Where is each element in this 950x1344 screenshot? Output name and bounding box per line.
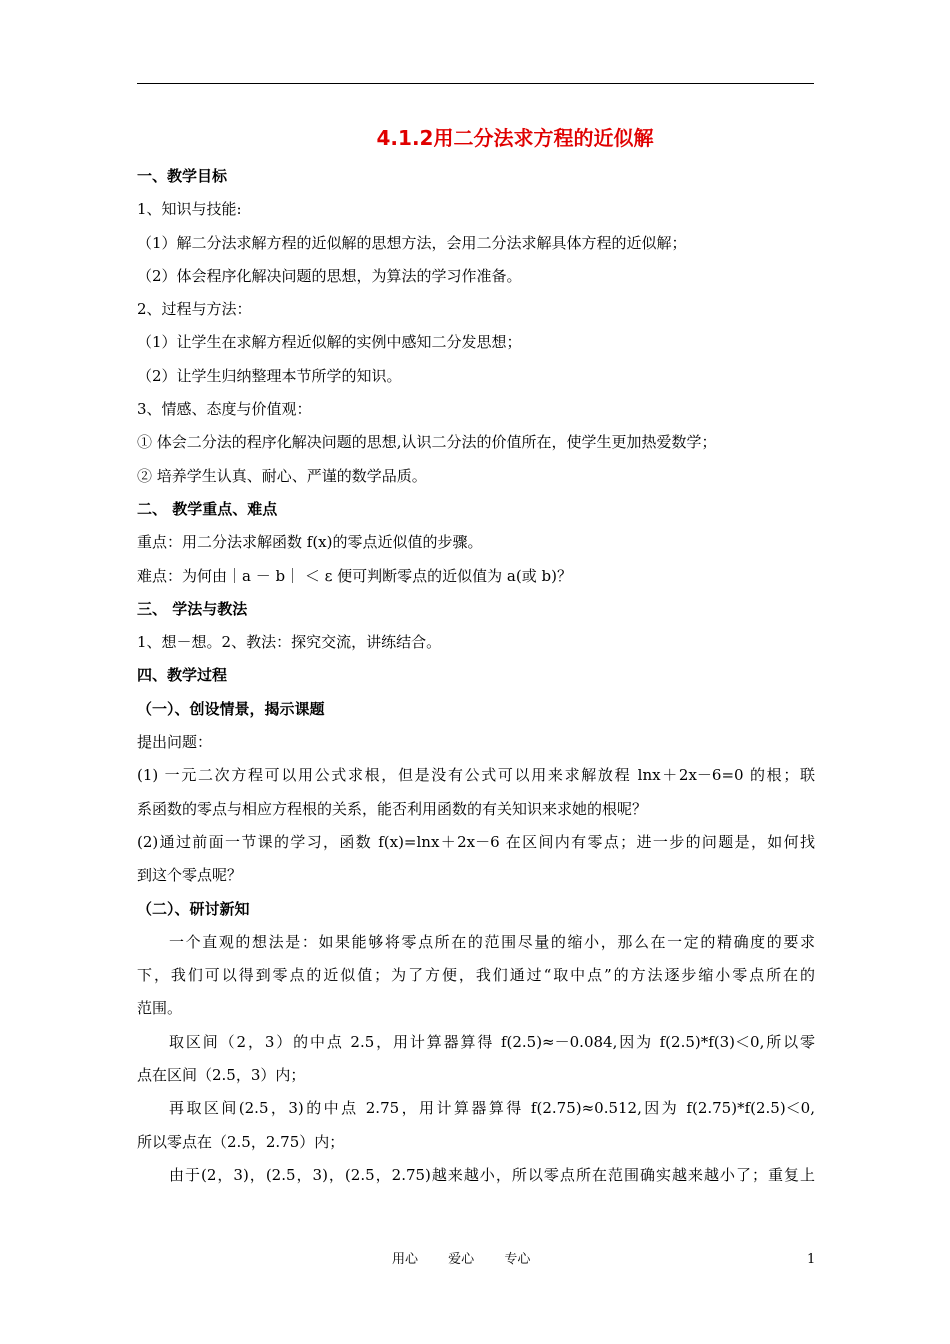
paragraph-line: 到这个零点呢？	[137, 866, 243, 885]
paragraph-line: 范围。	[137, 999, 183, 1018]
paragraph-line: （2）让学生归纳整理本节所学的知识。	[137, 366, 402, 385]
header-rule	[137, 83, 814, 84]
paragraph-line: ① 体会二分法的程序化解决问题的思想,认识二分法的价值所在，使学生更加热爱数学；	[137, 433, 717, 452]
page-footer	[0, 1250, 950, 1270]
section-heading: 四、教学过程	[137, 666, 228, 685]
page-title: 4.1.2用二分法求方程的近似解	[376, 126, 654, 150]
paragraph-line: 系函数的零点与相应方程根的关系，能否利用函数的有关知识来求她的根呢？	[137, 799, 648, 818]
paragraph-line: （1）解二分法求解方程的近似解的思想方法，会用二分法求解具体方程的近似解；	[137, 233, 687, 252]
paragraph-line: 1、想－想。2、教法：探究交流，讲练结合。	[137, 633, 442, 652]
footer-word: 用心	[392, 1252, 419, 1267]
paragraph-line: 1、知识与技能:	[137, 200, 242, 219]
paragraph-line: 由于(2，3)，(2.5，3)，(2.5，2.75)越来越小，所以零点所在范围确实越来越小了；重复上	[169, 1165, 815, 1184]
paragraph-line: 再取区间(2.5，3)的中点 2.75，用计算器算得 f(2.75)≈0.512,因为 f(2.75)*f(2.5)＜0,	[169, 1099, 815, 1118]
paragraph-line: ② 培养学生认真、耐心、严谨的数学品质。	[137, 466, 427, 485]
paragraph-line: (1) 一元二次方程可以用公式求根，但是没有公式可以用来求解放程 lnx＋2x－6=0 的根；联	[137, 766, 815, 785]
paragraph-line: 点在区间（2.5，3）内；	[137, 1066, 306, 1085]
paragraph-line: 重点：用二分法求解函数 f(x)的零点近似值的步骤。	[137, 533, 483, 552]
paragraph-line: 难点：为何由｜a － b｜ ＜ ε 便可判断零点的近似值为 a(或 b)？	[137, 566, 572, 585]
paragraph-line: 一个直观的想法是：如果能够将零点所在的范围尽量的缩小，那么在一定的精确度的要求	[169, 932, 815, 951]
paragraph-line: 所以零点在（2.5，2.75）内；	[137, 1132, 345, 1151]
page-number: 1	[807, 1252, 816, 1267]
section-heading: 一、教学目标	[137, 167, 228, 185]
paragraph-line: (2)通过前面一节课的学习，函数 f(x)=lnx＋2x－6 在区间内有零点；进一步的问题是，如何找	[137, 832, 815, 851]
paragraph-line: （2）体会程序化解决问题的思想，为算法的学习作准备。	[137, 266, 522, 285]
section-heading: 三、 学法与教法	[137, 599, 248, 618]
footer-word: 爱心	[448, 1252, 475, 1267]
footer-word: 专心	[504, 1252, 531, 1267]
paragraph-line: 下，我们可以得到零点的近似值；为了方便，我们通过“取中点”的方法逐步缩小零点所在的	[137, 966, 815, 985]
paragraph-line: 提出问题：	[137, 733, 213, 752]
document-body	[137, 160, 815, 1192]
paragraph-line: 3、情感、态度与价值观：	[137, 400, 312, 419]
footer-motto	[392, 1250, 556, 1270]
paragraph-line: 2、过程与方法：	[137, 300, 252, 319]
section-heading: （二）、研讨新知	[137, 899, 250, 918]
paragraph-line: 取区间（2，3）的中点 2.5，用计算器算得 f(2.5)≈－0.084,因为 f(2.5)*f(3)＜0,所以零	[169, 1032, 815, 1051]
paragraph-line: （1）让学生在求解方程近似解的实例中感知二分发思想；	[137, 333, 522, 352]
section-heading: 二、 教学重点、难点	[137, 499, 278, 518]
section-heading: （一）、创设情景，揭示课题	[137, 699, 325, 718]
